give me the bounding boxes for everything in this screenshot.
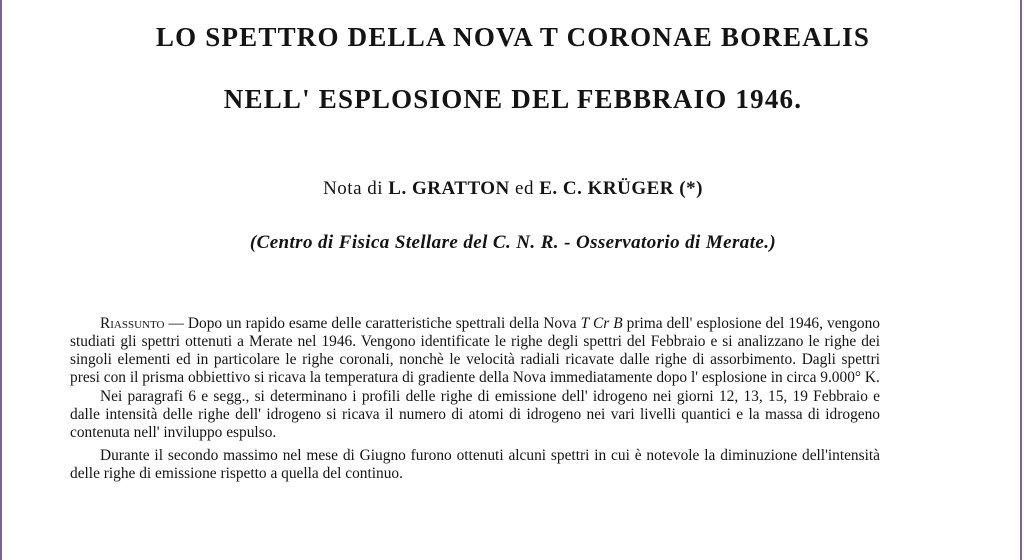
institution-affiliation: (Centro di Fisica Stellare del C. N. R. - Osservatorio di Merate.)	[249, 232, 777, 253]
abstract-p1-rest: prima dell' esplosione del 1946, vengono studiati gli spettri ottenuti a Merate nel 1946. Vengono identificate le righe degli spettri del Febbraio e si analizzano le righe dei singoli elementi ed in particolare le righe coronali, nonchè le velocità radiali ricavate dalle righe di assorbimento. Dagli spettri presi con il prisma obbiettivo si ricava la temperatura di gradiente della Nova immediatamente dopo l' esplosione in circa 9.000° K.	[70, 315, 880, 386]
abstract-paragraph-1	[70, 315, 880, 387]
author-gratton: L. GRATTON	[388, 178, 510, 199]
paper-title-line-1: LO SPETTRO DELLA NOVA T CORONAE BOREALIS	[155, 22, 871, 52]
nova-name: T Cr B	[580, 315, 623, 332]
author-line	[2, 178, 1022, 200]
authors-conjunction: ed	[509, 178, 540, 199]
abstract-label: Riassunto	[100, 315, 165, 332]
footnote-mark: (*)	[674, 178, 703, 199]
author-kruger: E. C. KRÜGER	[539, 178, 675, 199]
abstract-paragraph-2: Nei paragrafi 6 e segg., si determinano i profili delle righe di emissione dell' idrogeno nei giorni 12, 13, 15, 19 Febbraio e dalle intensità delle righe dell' idrogeno si ricava il numero di atomi di idrogeno nei vari livelli quantici e la massa di idrogeno contenuta nell' inviluppo espulso.	[70, 388, 880, 441]
paper-title-line-2: NELL' ESPLOSIONE DEL FEBBRAIO 1946.	[223, 84, 803, 114]
abstract	[70, 315, 880, 484]
abstract-p1-lead: — Dopo un rapido esame delle caratteristiche spettrali della Nova	[164, 315, 581, 332]
abstract-paragraph-3: Durante il secondo massimo nel mese di Giugno furono ottenuti alcuni spettri in cui è notevole la diminuzione dell'intensità delle righe di emissione rispetto a quella del continuo.	[70, 447, 880, 482]
authors-prefix: Nota di	[323, 178, 389, 199]
